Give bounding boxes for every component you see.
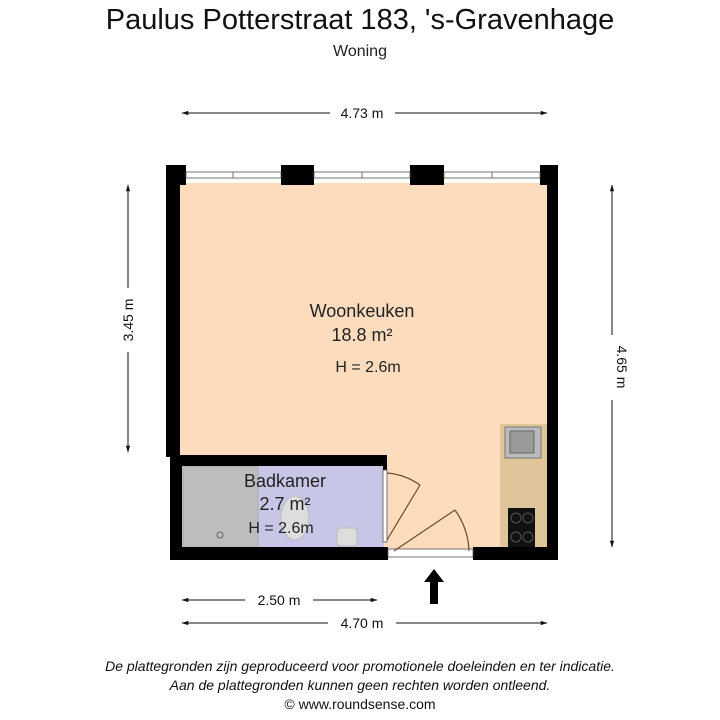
copyright: © www.roundsense.com (284, 696, 436, 712)
sink-basin (510, 431, 534, 453)
disclaimer-line-2: Aan de plattegronden kunnen geen rechten worden ontleend. (169, 677, 551, 693)
disclaimer-line-1: De plattegronden zijn geproduceerd voor promotionele doeleinden en ter indicatie. (105, 658, 615, 674)
room-area-badkamer: 2.7 m² (259, 494, 311, 514)
dim-bottom-total: 4.70 m (340, 615, 384, 631)
room-name-woonkeuken: Woonkeuken (309, 301, 415, 321)
dim-left: 3.45 m (120, 298, 136, 342)
dim-right: 4.65 m (614, 345, 630, 389)
washbasin-icon (337, 528, 357, 546)
room-area-woonkeuken: 18.8 m² (331, 325, 393, 345)
floorplan-subtitle: Woning (333, 43, 387, 60)
room-height-badkamer: H = 2.6m (248, 520, 314, 537)
room-name-badkamer: Badkamer (243, 471, 327, 491)
room-height-woonkeuken: H = 2.6m (335, 359, 401, 376)
dim-top: 4.73 m (340, 105, 384, 121)
entrance-arrow-icon (424, 569, 444, 604)
floorplan-title: Paulus Potterstraat 183, 's-Gravenhage (105, 4, 615, 36)
dim-bottom-bath: 2.50 m (257, 592, 301, 608)
